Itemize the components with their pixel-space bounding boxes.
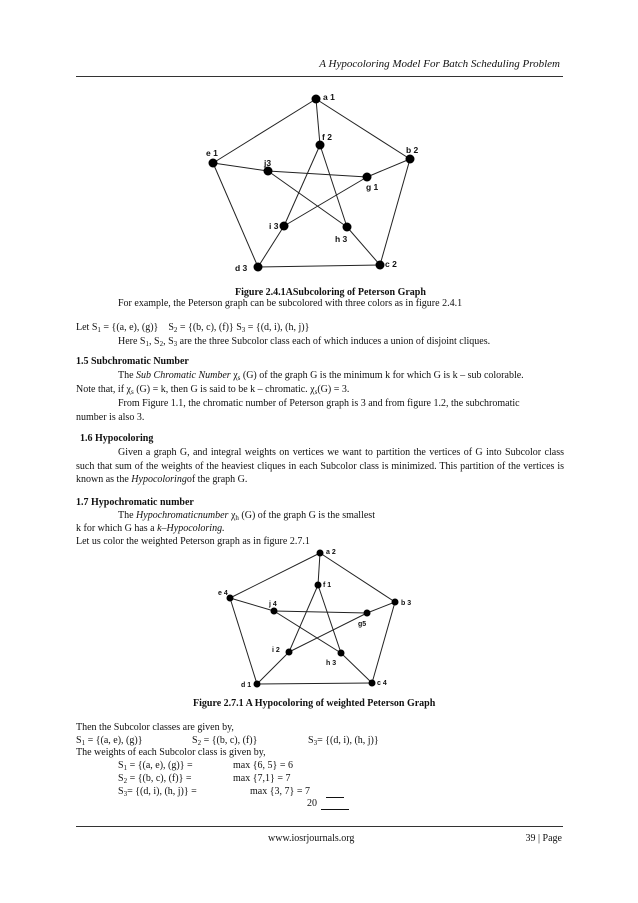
weight-row-2-right: max {7,1} = 7 <box>233 773 291 784</box>
example-text: For example, the Peterson graph can be subcolored with three colors as in figure 2.4.1 <box>118 298 463 309</box>
label-g5: g5 <box>358 621 367 628</box>
footer-page-number: 39 | Page <box>525 833 562 844</box>
vertex-i2 <box>286 649 293 656</box>
sum-underline-1 <box>326 797 344 798</box>
here-classes-line: Here $S_1$, $S_2$, $S_3$ are the three Subcolor class each of which induces a union of disjoint cliques. <box>118 336 491 348</box>
figure-2-7-1-graph <box>210 545 430 693</box>
vertex-i3 <box>280 222 289 231</box>
hypochromatic-line3: Let us color the weighted Peterson graph as in figure 2.7.1 <box>76 536 310 547</box>
from-figure-paragraph: From Figure 1.1, the chromatic number of Peterson graph is 3 and from figure 1.2, the subchromatic number is also 3. <box>76 398 520 423</box>
sum-underline-2 <box>321 809 349 810</box>
vertex-c2 <box>376 261 385 270</box>
weight-row-1-left: $S_1 = \{(a$, e), (g)} = <box>118 760 193 772</box>
figure-2-7-1-caption: Figure 2.7.1 A Hypocoloring of weighted Peterson Graph <box>193 698 436 709</box>
header-rule <box>76 76 563 77</box>
weight-row-2-left: $S_2 = \{(b$, c), (f)} = <box>118 773 192 785</box>
hypocoloring-paragraph: Given a graph G, and integral weights on vertices we want to partition the vertices of G into Subcolor class such that sum of the weights of the heaviest cliques in each Subcolor class is minimized. This partition of the vertices is known as the Hypocoloringof the graph G. <box>76 447 564 485</box>
vertex-f1 <box>315 582 322 589</box>
label-h3: h 3 <box>335 234 348 244</box>
label-i2: i 2 <box>272 647 280 654</box>
result-class-2: $S_2 = \{(b$, c), (f)} <box>192 735 258 747</box>
label-c2: c 2 <box>385 259 397 269</box>
section-1-5-heading: 1.5 Subchromatic Number <box>76 356 189 367</box>
weight-row-3-left: $S_3= \{(d$, i), (h, j)} = <box>118 786 197 798</box>
label-j4: j 4 <box>269 601 277 608</box>
weights-line: The weights of each Subcolor class is given by, <box>76 747 266 758</box>
hypochromatic-definition: The Hypochromaticnumber $\chi_h$ (G) of the graph G is the smallest <box>118 510 375 522</box>
vertex-b2 <box>406 155 415 164</box>
vertex-h3 <box>338 650 345 657</box>
running-header: A Hypocoloring Model For Batch Scheduling Problem <box>319 58 560 70</box>
label-c4: c 4 <box>377 680 387 687</box>
label-b2: b 2 <box>406 145 419 155</box>
weight-row-3-right: max {3, 7} = 7 <box>250 786 310 797</box>
label-d3: d 3 <box>235 263 248 273</box>
footer-rule <box>76 826 563 827</box>
label-d1: d 1 <box>241 682 252 689</box>
vertex-g5 <box>364 610 371 617</box>
label-i3: i 3 <box>269 221 279 231</box>
vertex-a1 <box>312 95 321 104</box>
label-h3: h 3 <box>326 660 337 667</box>
vertex-j4 <box>271 608 278 615</box>
section-1-6-heading: 1.6 Hypocoloring <box>80 433 154 444</box>
vertex-a2 <box>317 550 324 557</box>
vertex-d1 <box>254 681 261 688</box>
label-e4: e 4 <box>218 590 228 597</box>
figure-2-4-1-graph <box>180 85 460 285</box>
subchromatic-definition: The Sub Chromatic Number $\chi_s$ (G) of the graph G is the minimum k for which G is k – sub colorable. <box>118 370 524 382</box>
vertex-d3 <box>254 263 263 272</box>
footer-url: www.iosrjournals.org <box>268 833 355 844</box>
vertex-c4 <box>369 680 376 687</box>
label-f1: f 1 <box>323 582 332 589</box>
weight-row-1-right: max {6, 5} = 6 <box>233 760 293 771</box>
then-line: Then the Subcolor classes are given by, <box>76 722 234 733</box>
section-1-7-heading: 1.7 Hypochromatic number <box>76 497 194 508</box>
vertex-e1 <box>209 159 218 168</box>
weight-total: 20 <box>307 798 317 809</box>
vertex-b3 <box>392 599 399 606</box>
label-a1: a 1 <box>323 92 335 102</box>
label-b3: b 3 <box>401 600 412 607</box>
label-f2: f 2 <box>322 132 332 142</box>
vertex-h3 <box>343 223 352 232</box>
figure-2-4-1-caption: Figure 2.4.1ASubcoloring of Peterson Graph <box>235 287 426 298</box>
label-j3: j3 <box>264 158 272 168</box>
result-class-3: $S_3= \{(d$, i), (h, j)} <box>308 735 379 747</box>
result-class-1: $S_1 = \{(a$, e), (g)} <box>76 735 143 747</box>
note-line: Note that, if $\chi_s$ (G) = k, then G is said to be k – chromatic. $\chi_s(G) = 3$. <box>76 384 350 396</box>
vertex-g1 <box>363 173 372 182</box>
subcolor-classes-line: Let $S_1 = \{(a$, e), (g)} $S_2 = \{(b$, c), (f)} $S_3 = \{(d$, i), (h, j)} <box>76 322 310 334</box>
label-e1: e 1 <box>206 148 218 158</box>
hypochromatic-line2: k for which G has a k–Hypocoloring. <box>76 523 225 534</box>
label-g1: g 1 <box>366 182 379 192</box>
label-a2: a 2 <box>326 549 336 556</box>
